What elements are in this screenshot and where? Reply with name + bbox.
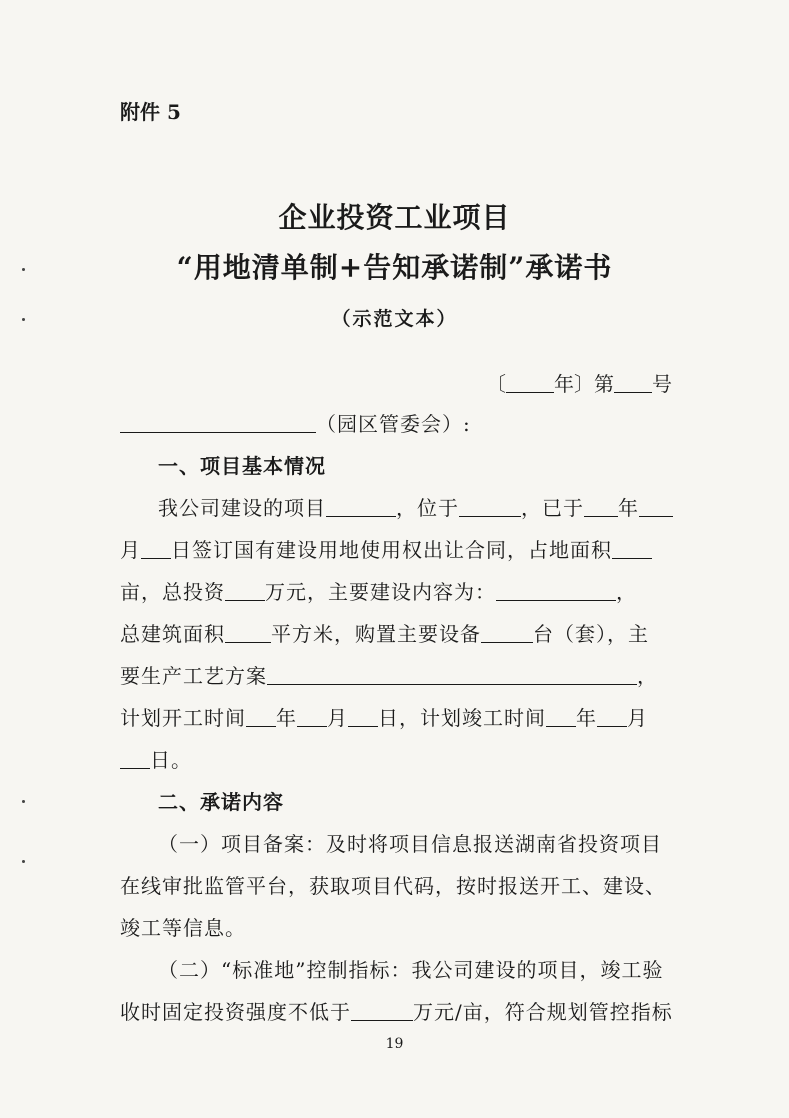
paragraph-line: 在线审批监管平台，获取项目代码，按时报送开工、建设、	[120, 874, 666, 898]
docnum-num-suffix: 号	[652, 372, 672, 396]
section-2-heading: 二、承诺内容	[158, 790, 284, 814]
text: 台（套），主	[533, 622, 649, 646]
investment-blank	[225, 580, 265, 601]
docnum-year-suffix: 年〕第	[554, 372, 614, 396]
text: 年	[618, 496, 639, 520]
sign-year-blank	[584, 496, 618, 517]
scan-dot	[22, 800, 25, 803]
sign-day-blank	[141, 538, 171, 559]
text: 月	[120, 538, 141, 562]
text: 月	[327, 706, 348, 730]
park-name-blank	[120, 412, 316, 433]
paragraph-line	[120, 744, 680, 773]
text: 年	[276, 706, 297, 730]
paragraph-line	[120, 702, 680, 731]
location-blank	[459, 496, 521, 517]
addressee-line	[120, 408, 680, 437]
text: 亩，总投资	[120, 580, 225, 604]
paragraph-line: （一）项目备案：及时将项目信息报送湖南省投资项目	[158, 832, 662, 856]
text: 万元，主要建设内容为：	[265, 580, 496, 604]
sign-month-blank	[639, 496, 673, 517]
scan-dot	[22, 860, 25, 863]
text: 总建筑面积	[120, 622, 225, 646]
paragraph-line: （二）“标准地”控制指标：我公司建设的项目，竣工验	[158, 958, 664, 982]
page-number: 19	[385, 1036, 404, 1052]
text: 万元/亩，符合规划管控指标	[413, 1000, 673, 1024]
text: 要生产工艺方案	[120, 664, 267, 688]
attachment-label: 附件 5	[120, 100, 181, 124]
start-year-blank	[246, 706, 276, 727]
paragraph-line	[120, 576, 680, 605]
text: ，位于	[396, 496, 459, 520]
subtitle: （示范文本）	[331, 308, 458, 330]
paragraph-line	[158, 492, 718, 521]
section-1-heading: 一、项目基本情况	[158, 454, 326, 478]
land-area-blank	[612, 538, 652, 559]
docnum-open: 〔	[486, 372, 506, 396]
paragraph-line	[120, 534, 680, 563]
content-blank	[496, 580, 616, 601]
text: ，	[637, 664, 658, 688]
equipment-blank	[481, 622, 533, 643]
text: 我公司建设的项目	[158, 496, 326, 520]
finish-month-blank	[597, 706, 627, 727]
addressee-suffix: （园区管委会）:	[316, 412, 471, 436]
finish-year-blank	[546, 706, 576, 727]
text: 月	[627, 706, 648, 730]
text: ，	[616, 580, 637, 604]
start-day-blank	[348, 706, 378, 727]
text: 日签订国有建设用地使用权出让合同，占地面积	[171, 538, 612, 562]
paragraph-line	[120, 660, 680, 689]
text: 年	[576, 706, 597, 730]
title-line-2: “用地清单制+告知承诺制”承诺书	[176, 251, 613, 284]
title-line-1: 企业投资工业项目	[278, 201, 511, 234]
project-name-blank	[326, 496, 396, 517]
building-area-blank	[225, 622, 271, 643]
text: 平方米，购置主要设备	[271, 622, 481, 646]
text: 收时固定投资强度不低于	[120, 1000, 351, 1024]
text: ，已于	[521, 496, 584, 520]
document-number	[486, 368, 672, 397]
text: 计划开工时间	[120, 706, 246, 730]
paragraph-line	[120, 618, 680, 647]
number-blank	[614, 372, 652, 393]
finish-day-blank	[120, 748, 150, 769]
year-blank	[506, 372, 554, 393]
process-plan-blank	[267, 664, 637, 685]
start-month-blank	[297, 706, 327, 727]
text: 日。	[150, 748, 192, 772]
paragraph-line: 竣工等信息。	[120, 916, 246, 940]
text: 日，计划竣工时间	[378, 706, 546, 730]
paragraph-line	[120, 996, 680, 1025]
investment-intensity-blank	[351, 1000, 413, 1021]
